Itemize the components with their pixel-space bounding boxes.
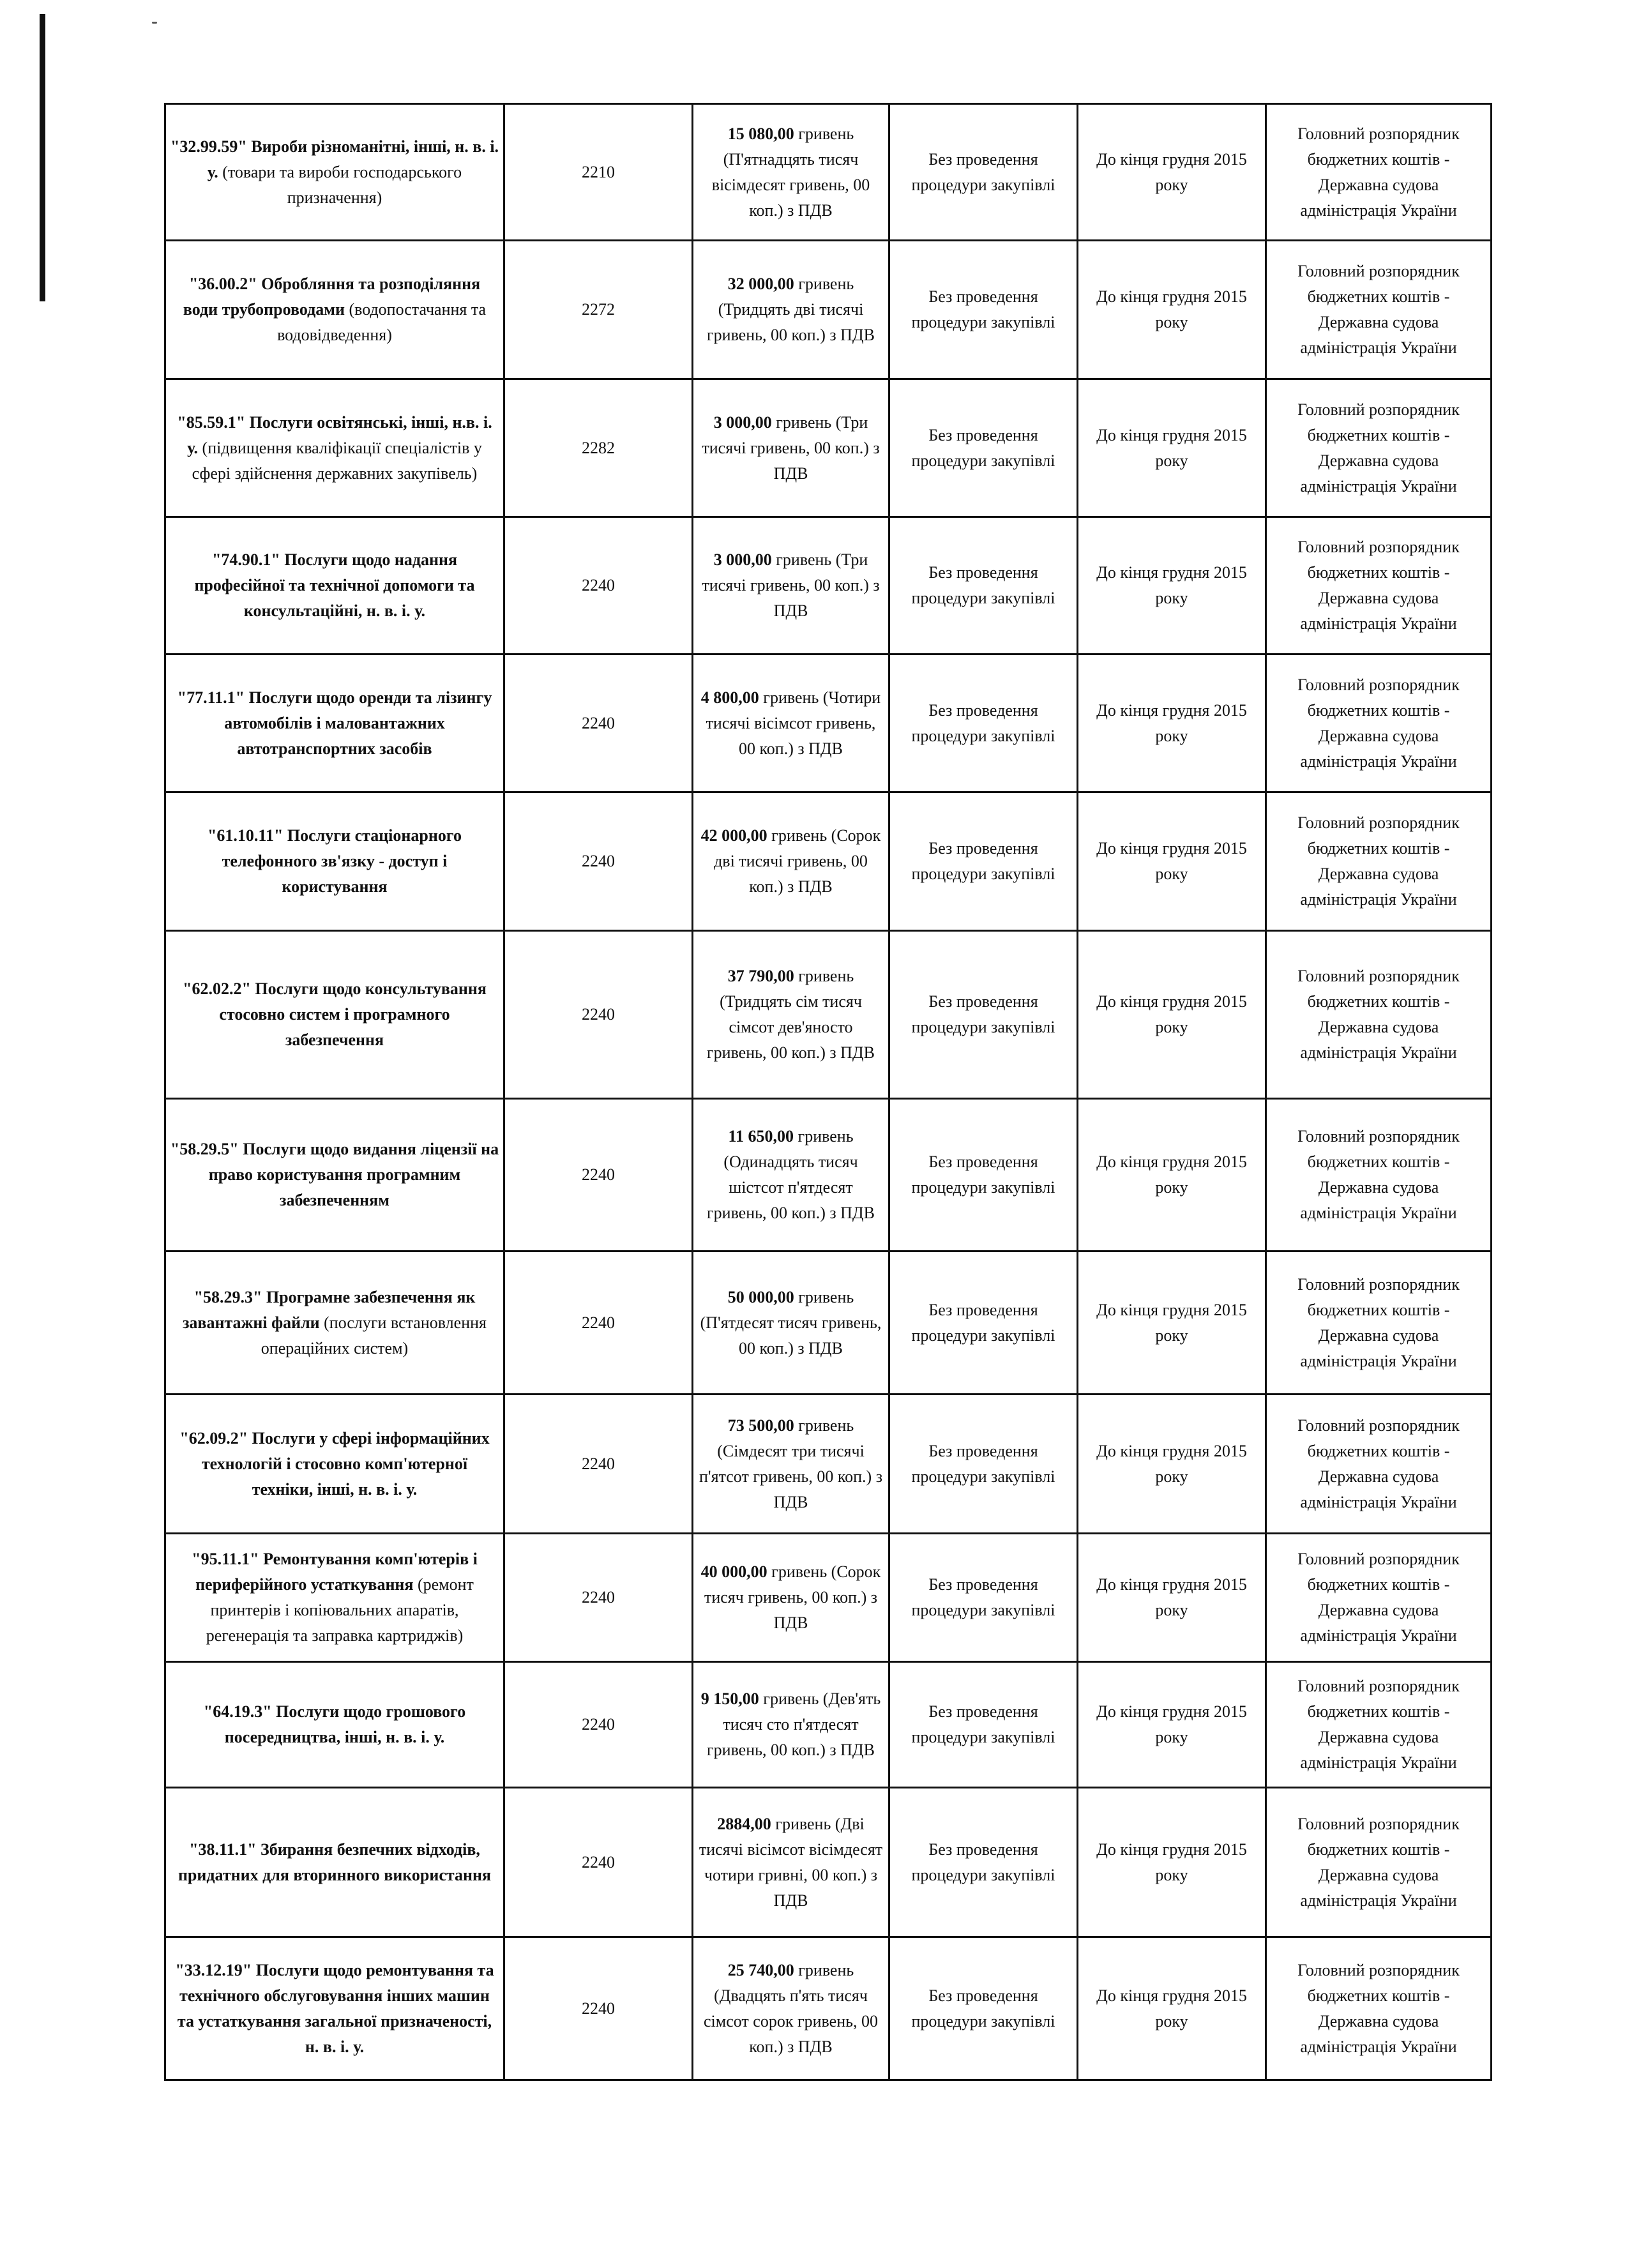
subject-cell xyxy=(165,379,504,517)
amount-cell xyxy=(693,1937,889,2080)
amount-in-words: гривень (Сорок тисяч гривень, 00 коп.) з ПДВ xyxy=(704,1562,881,1632)
amount-cell xyxy=(693,517,889,654)
subject-details: (товари та вироби господарського призначення) xyxy=(218,162,462,207)
subject-cell xyxy=(165,1395,504,1534)
procedure-cell: Без проведення процедури закупівлі xyxy=(889,1937,1078,2080)
procurement-plan-table xyxy=(164,103,1492,2081)
amount-in-words: гривень (Дев'ять тисяч сто п'ятдесят гривень, 00 коп.) з ПДВ xyxy=(706,1690,881,1759)
amount-cell xyxy=(693,1534,889,1662)
term-cell: До кінця грудня 2015 року xyxy=(1078,1534,1266,1662)
kekv-code-cell: 2240 xyxy=(504,654,693,792)
subject-code-name: "32.99.59" Вироби різноманітні, інші, н. в. і. у. xyxy=(170,137,499,181)
term-cell: До кінця грудня 2015 року xyxy=(1078,104,1266,241)
table-row xyxy=(165,1937,1492,2080)
table-row xyxy=(165,1662,1492,1788)
subject-cell xyxy=(165,1662,504,1788)
procedure-cell: Без проведення процедури закупівлі xyxy=(889,654,1078,792)
subject-code-name: "38.11.1" Збирання безпечних відходів, придатних для вторинного використання xyxy=(178,1840,492,1884)
amount-in-words: гривень (Двадцять п'ять тисяч сімсот сорок гривень, 00 коп.) з ПДВ xyxy=(704,1960,878,2056)
note-cell: Головний розпорядник бюджетних коштів - Державна судова адміністрація України xyxy=(1266,1395,1492,1534)
subject-code-name: "95.11.1" Ремонтування комп'ютерів і периферійного устаткування xyxy=(192,1550,478,1594)
amount-cell xyxy=(693,792,889,931)
table-row xyxy=(165,1251,1492,1395)
kekv-code-cell: 2240 xyxy=(504,792,693,931)
subject-cell xyxy=(165,1099,504,1251)
procedure-cell: Без проведення процедури закупівлі xyxy=(889,1534,1078,1662)
procedure-cell: Без проведення процедури закупівлі xyxy=(889,1395,1078,1534)
amount-value: 2884,00 xyxy=(717,1814,771,1833)
table-row xyxy=(165,792,1492,931)
kekv-code-cell: 2240 xyxy=(504,1251,693,1395)
procedure-cell: Без проведення процедури закупівлі xyxy=(889,1788,1078,1937)
subject-code-name: "77.11.1" Послуги щодо оренди та лізингу автомобілів і маловантажних автотранспортних засобів xyxy=(177,688,492,758)
term-cell: До кінця грудня 2015 року xyxy=(1078,1099,1266,1251)
subject-cell xyxy=(165,1534,504,1662)
term-cell: До кінця грудня 2015 року xyxy=(1078,1395,1266,1534)
kekv-code-cell: 2240 xyxy=(504,1099,693,1251)
subject-cell xyxy=(165,241,504,379)
amount-value: 37 790,00 xyxy=(727,967,794,985)
note-cell: Головний розпорядник бюджетних коштів - Державна судова адміністрація України xyxy=(1266,1662,1492,1788)
amount-in-words: гривень (Тридцять дві тисячі гривень, 00 коп.) з ПДВ xyxy=(706,275,875,344)
term-cell: До кінця грудня 2015 року xyxy=(1078,1662,1266,1788)
amount-in-words: гривень (Дві тисячі вісімсот вісімдесят чотири гривні, 00 коп.) з ПДВ xyxy=(699,1814,883,1910)
amount-cell xyxy=(693,1099,889,1251)
kekv-code-cell: 2240 xyxy=(504,1937,693,2080)
kekv-code-cell: 2240 xyxy=(504,1395,693,1534)
procedure-cell: Без проведення процедури закупівлі xyxy=(889,517,1078,654)
kekv-code-cell: 2240 xyxy=(504,517,693,654)
table-row xyxy=(165,379,1492,517)
note-cell: Головний розпорядник бюджетних коштів - Державна судова адміністрація України xyxy=(1266,1099,1492,1251)
term-cell: До кінця грудня 2015 року xyxy=(1078,931,1266,1099)
subject-code-name: "61.10.11" Послуги стаціонарного телефонного зв'язку - доступ і користування xyxy=(208,826,462,896)
amount-value: 42 000,00 xyxy=(700,826,767,845)
subject-details: (послуги встановлення операційних систем) xyxy=(261,1313,487,1357)
amount-cell xyxy=(693,1395,889,1534)
amount-in-words: гривень (П'ятнадцять тисяч вісімдесят гривень, 00 коп.) з ПДВ xyxy=(711,124,870,220)
amount-value: 9 150,00 xyxy=(700,1690,759,1708)
note-cell: Головний розпорядник бюджетних коштів - Державна судова адміністрація України xyxy=(1266,104,1492,241)
table-row xyxy=(165,931,1492,1099)
procedure-cell: Без проведення процедури закупівлі xyxy=(889,792,1078,931)
procedure-cell: Без проведення процедури закупівлі xyxy=(889,1251,1078,1395)
amount-in-words: гривень (Три тисячі гривень, 00 коп.) з ПДВ xyxy=(702,412,880,483)
scan-dot-mark xyxy=(152,22,157,24)
note-cell: Головний розпорядник бюджетних коштів - Державна судова адміністрація України xyxy=(1266,931,1492,1099)
table-row xyxy=(165,1534,1492,1662)
table-row xyxy=(165,241,1492,379)
note-cell: Головний розпорядник бюджетних коштів - Державна судова адміністрація України xyxy=(1266,792,1492,931)
amount-in-words: гривень (Сорок дві тисячі гривень, 00 коп.) з ПДВ xyxy=(714,826,881,896)
procedure-cell: Без проведення процедури закупівлі xyxy=(889,931,1078,1099)
scan-margin-mark xyxy=(40,14,45,301)
procedure-cell: Без проведення процедури закупівлі xyxy=(889,241,1078,379)
subject-code-name: "74.90.1" Послуги щодо надання професійної та технічної допомоги та консультаційні, н. в. і. у. xyxy=(194,550,475,620)
amount-value: 4 800,00 xyxy=(700,688,759,707)
amount-cell xyxy=(693,241,889,379)
amount-in-words: гривень (Сімдесят три тисячі п'ятсот гривень, 00 коп.) з ПДВ xyxy=(699,1416,882,1511)
term-cell: До кінця грудня 2015 року xyxy=(1078,1937,1266,2080)
kekv-code-cell: 2210 xyxy=(504,104,693,241)
amount-value: 3 000,00 xyxy=(713,412,772,432)
amount-cell xyxy=(693,1251,889,1395)
subject-code-name: "58.29.5" Послуги щодо видання ліцензії на право користування програмним забезпеченням xyxy=(170,1140,499,1209)
kekv-code-cell: 2282 xyxy=(504,379,693,517)
table-row xyxy=(165,517,1492,654)
amount-cell xyxy=(693,379,889,517)
note-cell: Головний розпорядник бюджетних коштів - Державна судова адміністрація України xyxy=(1266,1534,1492,1662)
term-cell: До кінця грудня 2015 року xyxy=(1078,379,1266,517)
subject-code-name: "62.02.2" Послуги щодо консультування стосовно систем і програмного забезпечення xyxy=(183,979,487,1049)
table-row xyxy=(165,1788,1492,1937)
subject-details: (ремонт принтерів і копіювальних апаратів, регенерація та заправка картриджів) xyxy=(206,1575,474,1645)
table-row xyxy=(165,104,1492,241)
kekv-code-cell: 2240 xyxy=(504,1662,693,1788)
note-cell: Головний розпорядник бюджетних коштів - Державна судова адміністрація України xyxy=(1266,1251,1492,1395)
procedure-cell: Без проведення процедури закупівлі xyxy=(889,1662,1078,1788)
procedure-cell: Без проведення процедури закупівлі xyxy=(889,1099,1078,1251)
term-cell: До кінця грудня 2015 року xyxy=(1078,654,1266,792)
subject-cell xyxy=(165,104,504,241)
table-row xyxy=(165,654,1492,792)
amount-value: 11 650,00 xyxy=(728,1127,794,1145)
term-cell: До кінця грудня 2015 року xyxy=(1078,1251,1266,1395)
amount-cell xyxy=(693,931,889,1099)
subject-details: (підвищення кваліфікації спеціалістів у сфері здійснення державних закупівель) xyxy=(192,438,482,483)
term-cell: До кінця грудня 2015 року xyxy=(1078,517,1266,654)
kekv-code-cell: 2272 xyxy=(504,241,693,379)
amount-value: 3 000,00 xyxy=(713,550,772,569)
amount-cell xyxy=(693,104,889,241)
amount-in-words: гривень (Тридцять сім тисяч сімсот дев'яносто гривень, 00 коп.) з ПДВ xyxy=(706,967,875,1062)
note-cell: Головний розпорядник бюджетних коштів - Державна судова адміністрація України xyxy=(1266,241,1492,379)
table-row xyxy=(165,1099,1492,1251)
subject-code-name: "85.59.1" Послуги освітянські, інші, н.в. і. у. xyxy=(177,412,492,457)
subject-code-name: "36.00.2" Обробляння та розподіляння води трубопроводами xyxy=(183,275,481,319)
note-cell: Головний розпорядник бюджетних коштів - Державна судова адміністрація України xyxy=(1266,1788,1492,1937)
subject-code-name: "64.19.3" Послуги щодо грошового посередництва, інші, н. в. і. у. xyxy=(203,1702,466,1746)
kekv-code-cell: 2240 xyxy=(504,1534,693,1662)
term-cell: До кінця грудня 2015 року xyxy=(1078,241,1266,379)
note-cell: Головний розпорядник бюджетних коштів - Державна судова адміністрація України xyxy=(1266,654,1492,792)
amount-value: 32 000,00 xyxy=(727,275,794,293)
amount-cell xyxy=(693,1788,889,1937)
amount-in-words: гривень (Три тисячі гривень, 00 коп.) з ПДВ xyxy=(702,550,880,620)
subject-code-name: "62.09.2" Послуги у сфері інформаційних технологій і стосовно комп'ютерної техніки, інші, н. в. і. у. xyxy=(179,1428,490,1499)
procedure-cell: Без проведення процедури закупівлі xyxy=(889,379,1078,517)
amount-value: 15 080,00 xyxy=(727,124,794,143)
subject-details: (водопостачання та водовідведення) xyxy=(277,300,487,344)
kekv-code-cell: 2240 xyxy=(504,931,693,1099)
subject-cell xyxy=(165,931,504,1099)
amount-value: 25 740,00 xyxy=(727,1960,794,1979)
table-row xyxy=(165,1395,1492,1534)
note-cell: Головний розпорядник бюджетних коштів - Державна судова адміністрація України xyxy=(1266,379,1492,517)
amount-value: 40 000,00 xyxy=(700,1562,767,1581)
amount-value: 73 500,00 xyxy=(727,1416,794,1435)
amount-in-words: гривень (Чотири тисячі вісімсот гривень, 00 коп.) з ПДВ xyxy=(706,688,881,758)
term-cell: До кінця грудня 2015 року xyxy=(1078,1788,1266,1937)
amount-cell xyxy=(693,654,889,792)
note-cell: Головний розпорядник бюджетних коштів - Державна судова адміністрація України xyxy=(1266,1937,1492,2080)
kekv-code-cell: 2240 xyxy=(504,1788,693,1937)
subject-cell xyxy=(165,792,504,931)
subject-cell xyxy=(165,1937,504,2080)
amount-value: 50 000,00 xyxy=(727,1287,794,1306)
subject-cell xyxy=(165,1788,504,1937)
subject-cell xyxy=(165,517,504,654)
subject-code-name: "33.12.19" Послуги щодо ремонтування та технічного обслуговування інших машин та устаткування загальної призначеності, н. в. і. у. xyxy=(175,1960,494,2056)
amount-in-words: гривень (Одинадцять тисяч шістсот п'ятдесят гривень, 00 коп.) з ПДВ xyxy=(706,1127,875,1222)
table-body xyxy=(165,104,1492,2080)
subject-code-name: "58.29.3" Програмне забезпечення як завантажні файли xyxy=(182,1287,476,1332)
procedure-cell: Без проведення процедури закупівлі xyxy=(889,104,1078,241)
note-cell: Головний розпорядник бюджетних коштів - Державна судова адміністрація України xyxy=(1266,517,1492,654)
subject-cell xyxy=(165,654,504,792)
term-cell: До кінця грудня 2015 року xyxy=(1078,792,1266,931)
amount-cell xyxy=(693,1662,889,1788)
amount-in-words: гривень (П'ятдесят тисяч гривень, 00 коп.) з ПДВ xyxy=(700,1287,882,1357)
subject-cell xyxy=(165,1251,504,1395)
